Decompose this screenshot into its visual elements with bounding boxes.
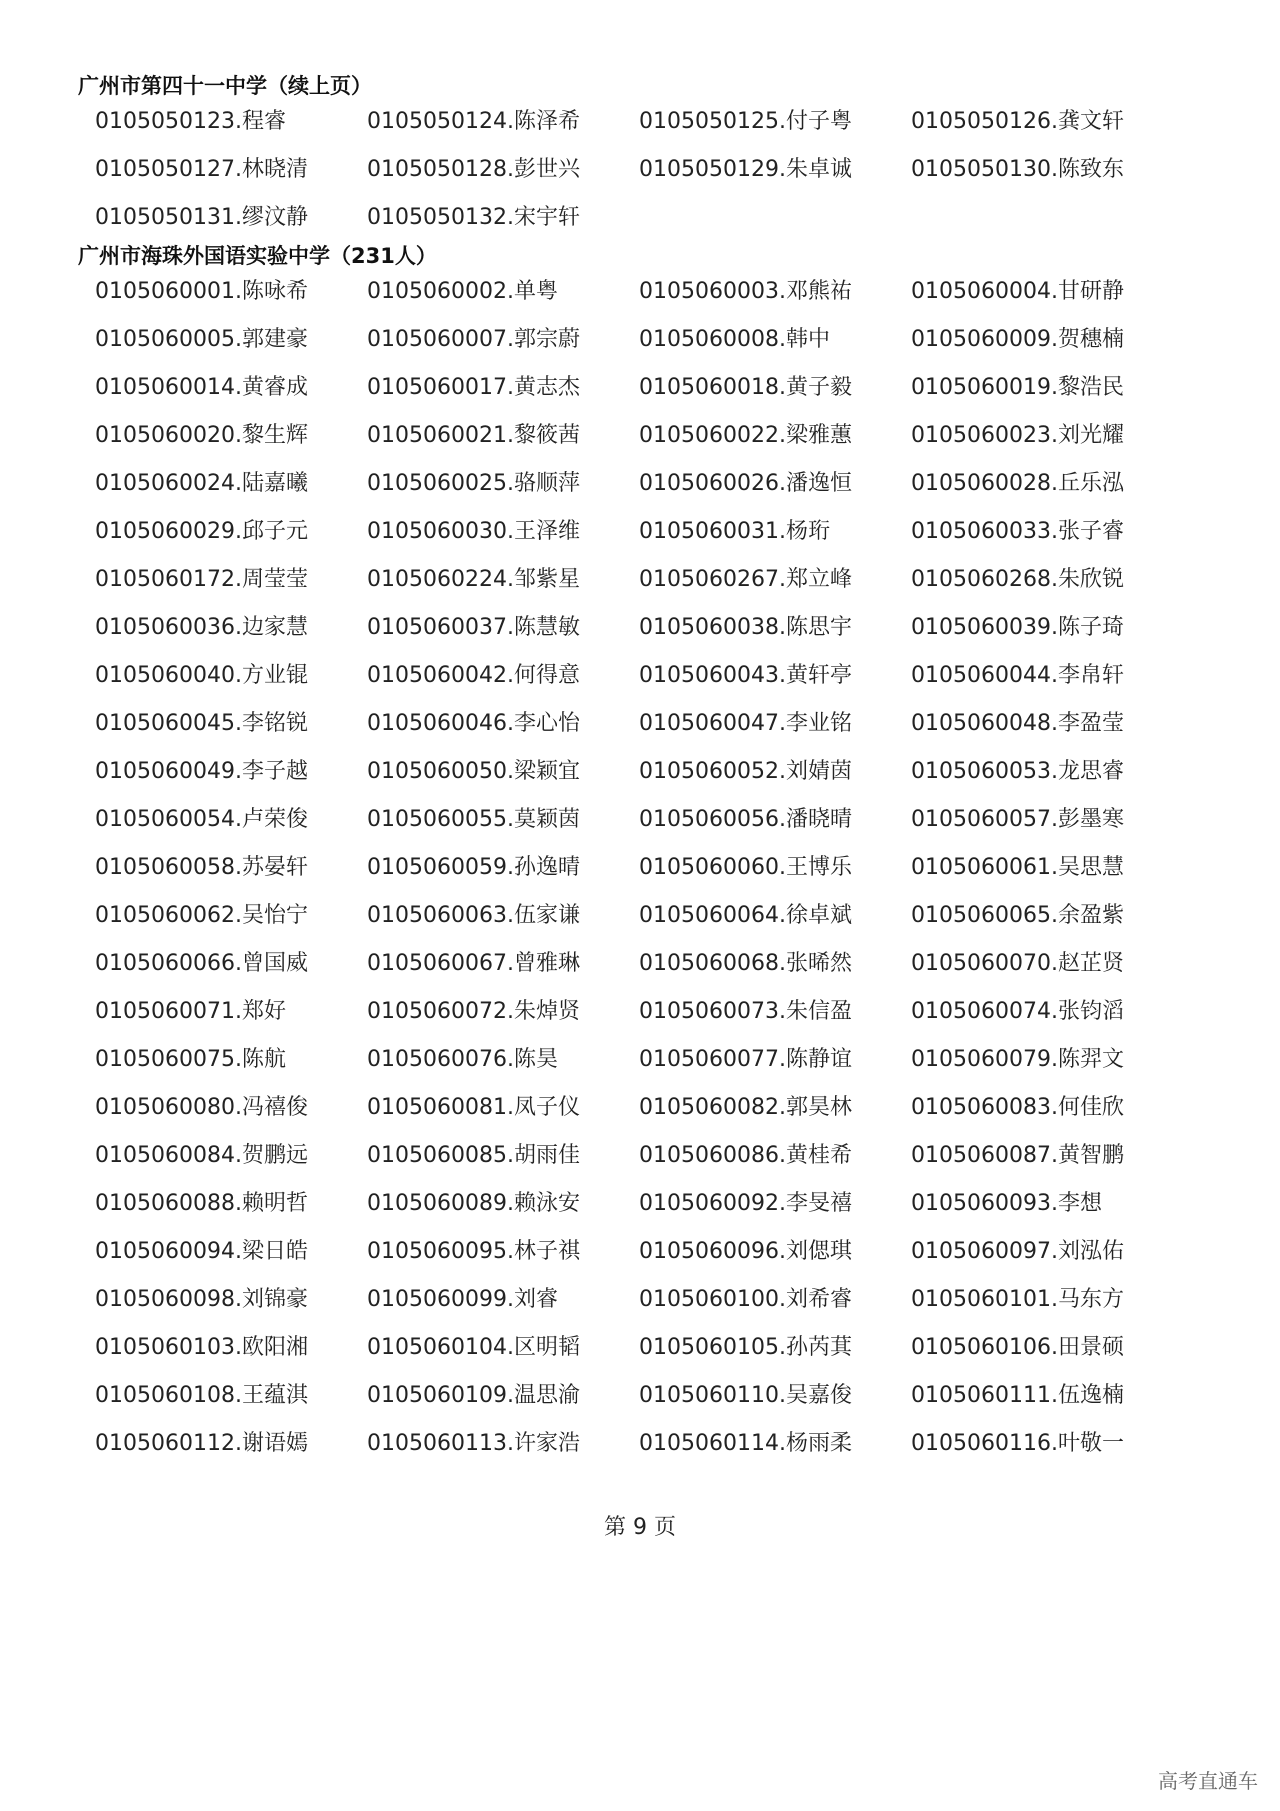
page-number: 第 9 页 [604, 1515, 676, 1540]
student-list-school-41 [95, 98, 1205, 242]
student-entry: 0105060059.孙逸晴 [367, 855, 580, 880]
student-entry: 0105060079.陈羿文 [911, 1047, 1124, 1072]
student-entry: 0105060049.李子越 [95, 759, 308, 784]
student-entry: 0105050132.宋宇轩 [367, 205, 580, 230]
list-row [95, 796, 1205, 844]
student-entry: 0105060088.赖明哲 [95, 1191, 308, 1216]
student-entry: 0105060033.张子睿 [911, 519, 1124, 544]
student-entry: 0105060076.陈昊 [367, 1047, 558, 1072]
student-entry: 0105060048.李盈莹 [911, 711, 1124, 736]
student-entry: 0105060064.徐卓斌 [639, 903, 852, 928]
student-entry: 0105060116.叶敬一 [911, 1431, 1124, 1456]
student-entry: 0105060073.朱信盈 [639, 999, 852, 1024]
student-entry: 0105060103.欧阳湘 [95, 1335, 308, 1360]
student-entry: 0105060111.伍逸楠 [911, 1383, 1124, 1408]
list-row [95, 988, 1205, 1036]
student-entry: 0105060084.贺鹏远 [95, 1143, 308, 1168]
student-entry: 0105060007.郭宗蔚 [367, 327, 580, 352]
student-entry: 0105060038.陈思宇 [639, 615, 852, 640]
student-entry: 0105060054.卢荣俊 [95, 807, 308, 832]
student-entry: 0105060029.邱子元 [95, 519, 308, 544]
student-entry: 0105060093.李想 [911, 1191, 1102, 1216]
list-row [95, 146, 1205, 194]
student-entry: 0105060072.朱焯贤 [367, 999, 580, 1024]
student-entry: 0105060060.王博乐 [639, 855, 852, 880]
student-entry: 0105050125.付子粤 [639, 109, 852, 134]
student-entry: 0105060104.区明韬 [367, 1335, 580, 1360]
list-row [95, 604, 1205, 652]
student-entry: 0105060172.周莹莹 [95, 567, 308, 592]
student-entry: 0105060063.伍家谦 [367, 903, 580, 928]
student-entry: 0105050129.朱卓诚 [639, 157, 852, 182]
list-row [95, 1036, 1205, 1084]
student-entry: 0105060224.邹紫星 [367, 567, 580, 592]
section-title-haizhu-foreign-language: 广州市海珠外国语实验中学（231人） [78, 244, 437, 268]
student-entry: 0105060003.邓熊祐 [639, 279, 852, 304]
student-entry: 0105060071.郑好 [95, 999, 286, 1024]
student-entry: 0105060066.曾国威 [95, 951, 308, 976]
list-row [95, 652, 1205, 700]
list-row [95, 98, 1205, 146]
student-entry: 0105060110.吴嘉俊 [639, 1383, 852, 1408]
list-row [95, 364, 1205, 412]
student-entry: 0105060268.朱欣锐 [911, 567, 1124, 592]
student-entry: 0105060042.何得意 [367, 663, 580, 688]
student-entry: 0105060053.龙思睿 [911, 759, 1124, 784]
student-entry: 0105060030.王泽维 [367, 519, 580, 544]
list-row [95, 700, 1205, 748]
student-entry: 0105060039.陈子琦 [911, 615, 1124, 640]
list-row [95, 316, 1205, 364]
student-entry: 0105060056.潘晓晴 [639, 807, 852, 832]
list-row [95, 844, 1205, 892]
student-entry: 0105060106.田景硕 [911, 1335, 1124, 1360]
list-row [95, 412, 1205, 460]
student-entry: 0105060025.骆顺萍 [367, 471, 580, 496]
student-entry: 0105060105.孙芮萁 [639, 1335, 852, 1360]
student-entry: 0105060019.黎浩民 [911, 375, 1124, 400]
student-entry: 0105050131.缪汶静 [95, 205, 308, 230]
student-entry: 0105050126.龚文轩 [911, 109, 1124, 134]
list-row [95, 460, 1205, 508]
student-entry: 0105060017.黄志杰 [367, 375, 580, 400]
student-entry: 0105060058.苏晏轩 [95, 855, 308, 880]
student-entry: 0105060018.黄子毅 [639, 375, 852, 400]
student-entry: 0105060267.郑立峰 [639, 567, 852, 592]
section-title-school-41: 广州市第四十一中学（续上页） [78, 74, 372, 98]
student-entry: 0105060036.边家慧 [95, 615, 308, 640]
student-entry: 0105060061.吴思慧 [911, 855, 1124, 880]
student-entry: 0105060009.贺穗楠 [911, 327, 1124, 352]
student-entry: 0105060098.刘锦豪 [95, 1287, 308, 1312]
student-entry: 0105060113.许家浩 [367, 1431, 580, 1456]
student-entry: 0105050130.陈致东 [911, 157, 1124, 182]
student-entry: 0105060020.黎生辉 [95, 423, 308, 448]
list-row [95, 1132, 1205, 1180]
student-entry: 0105060086.黄桂希 [639, 1143, 852, 1168]
student-entry: 0105060081.凤子仪 [367, 1095, 580, 1120]
list-row [95, 892, 1205, 940]
student-entry: 0105060028.丘乐泓 [911, 471, 1124, 496]
list-row [95, 556, 1205, 604]
student-entry: 0105060080.冯禧俊 [95, 1095, 308, 1120]
student-entry: 0105060065.余盈紫 [911, 903, 1124, 928]
student-entry: 0105060031.杨珩 [639, 519, 830, 544]
student-entry: 0105060021.黎筱茜 [367, 423, 580, 448]
student-entry: 0105060014.黄睿成 [95, 375, 308, 400]
student-entry: 0105060062.吴怡宁 [95, 903, 308, 928]
list-row [95, 194, 1205, 242]
student-entry: 0105060005.郭建豪 [95, 327, 308, 352]
student-entry: 0105060089.赖泳安 [367, 1191, 580, 1216]
list-row [95, 748, 1205, 796]
list-row [95, 1084, 1205, 1132]
student-entry: 0105060057.彭墨寒 [911, 807, 1124, 832]
student-entry: 0105060096.刘偲琪 [639, 1239, 852, 1264]
student-entry: 0105060087.黄智鹏 [911, 1143, 1124, 1168]
student-entry: 0105060055.莫颖茵 [367, 807, 580, 832]
student-entry: 0105060043.黄轩亭 [639, 663, 852, 688]
student-entry: 0105060050.梁颖宜 [367, 759, 580, 784]
student-list-haizhu-foreign-language [95, 268, 1205, 1468]
student-entry: 0105060085.胡雨佳 [367, 1143, 580, 1168]
student-entry: 0105060067.曾雅琳 [367, 951, 580, 976]
list-row [95, 1420, 1205, 1468]
student-entry: 0105060045.李铭锐 [95, 711, 308, 736]
student-entry: 0105060052.刘婧茵 [639, 759, 852, 784]
watermark: 高考直通车 [1158, 1769, 1258, 1793]
list-row [95, 268, 1205, 316]
student-entry: 0105060092.李旻禧 [639, 1191, 852, 1216]
list-row [95, 1276, 1205, 1324]
student-entry: 0105060114.杨雨柔 [639, 1431, 852, 1456]
student-entry: 0105060008.韩中 [639, 327, 830, 352]
student-entry: 0105060094.梁日皓 [95, 1239, 308, 1264]
student-entry: 0105060109.温思渝 [367, 1383, 580, 1408]
student-entry: 0105060074.张钧滔 [911, 999, 1124, 1024]
student-entry: 0105060101.马东方 [911, 1287, 1124, 1312]
student-entry: 0105060046.李心怡 [367, 711, 580, 736]
student-entry: 0105060024.陆嘉曦 [95, 471, 308, 496]
student-entry: 0105060040.方业锟 [95, 663, 308, 688]
student-entry: 0105060068.张晞然 [639, 951, 852, 976]
student-entry: 0105060023.刘光耀 [911, 423, 1124, 448]
student-entry: 0105060022.梁雅蕙 [639, 423, 852, 448]
student-entry: 0105060001.陈咏希 [95, 279, 308, 304]
student-entry: 0105060100.刘希睿 [639, 1287, 852, 1312]
student-entry: 0105060108.王蕴淇 [95, 1383, 308, 1408]
student-entry: 0105050128.彭世兴 [367, 157, 580, 182]
student-entry: 0105060075.陈航 [95, 1047, 286, 1072]
student-entry: 0105060077.陈静谊 [639, 1047, 852, 1072]
list-row [95, 1372, 1205, 1420]
list-row [95, 508, 1205, 556]
student-entry: 0105060112.谢语嫣 [95, 1431, 308, 1456]
student-entry: 0105050123.程睿 [95, 109, 286, 134]
student-entry: 0105060083.何佳欣 [911, 1095, 1124, 1120]
list-row [95, 1180, 1205, 1228]
student-entry: 0105050124.陈泽希 [367, 109, 580, 134]
student-entry: 0105060082.郭昊林 [639, 1095, 852, 1120]
student-entry: 0105060099.刘睿 [367, 1287, 558, 1312]
student-entry: 0105050127.林晓清 [95, 157, 308, 182]
student-entry: 0105060070.赵芷贤 [911, 951, 1124, 976]
student-entry: 0105060037.陈慧敏 [367, 615, 580, 640]
student-entry: 0105060095.林子祺 [367, 1239, 580, 1264]
student-entry: 0105060097.刘泓佑 [911, 1239, 1124, 1264]
student-entry: 0105060047.李业铭 [639, 711, 852, 736]
list-row [95, 1228, 1205, 1276]
student-entry: 0105060002.单粤 [367, 279, 558, 304]
list-row [95, 1324, 1205, 1372]
list-row [95, 940, 1205, 988]
student-entry: 0105060004.甘研静 [911, 279, 1124, 304]
student-entry: 0105060026.潘逸恒 [639, 471, 852, 496]
student-entry: 0105060044.李帛轩 [911, 663, 1124, 688]
